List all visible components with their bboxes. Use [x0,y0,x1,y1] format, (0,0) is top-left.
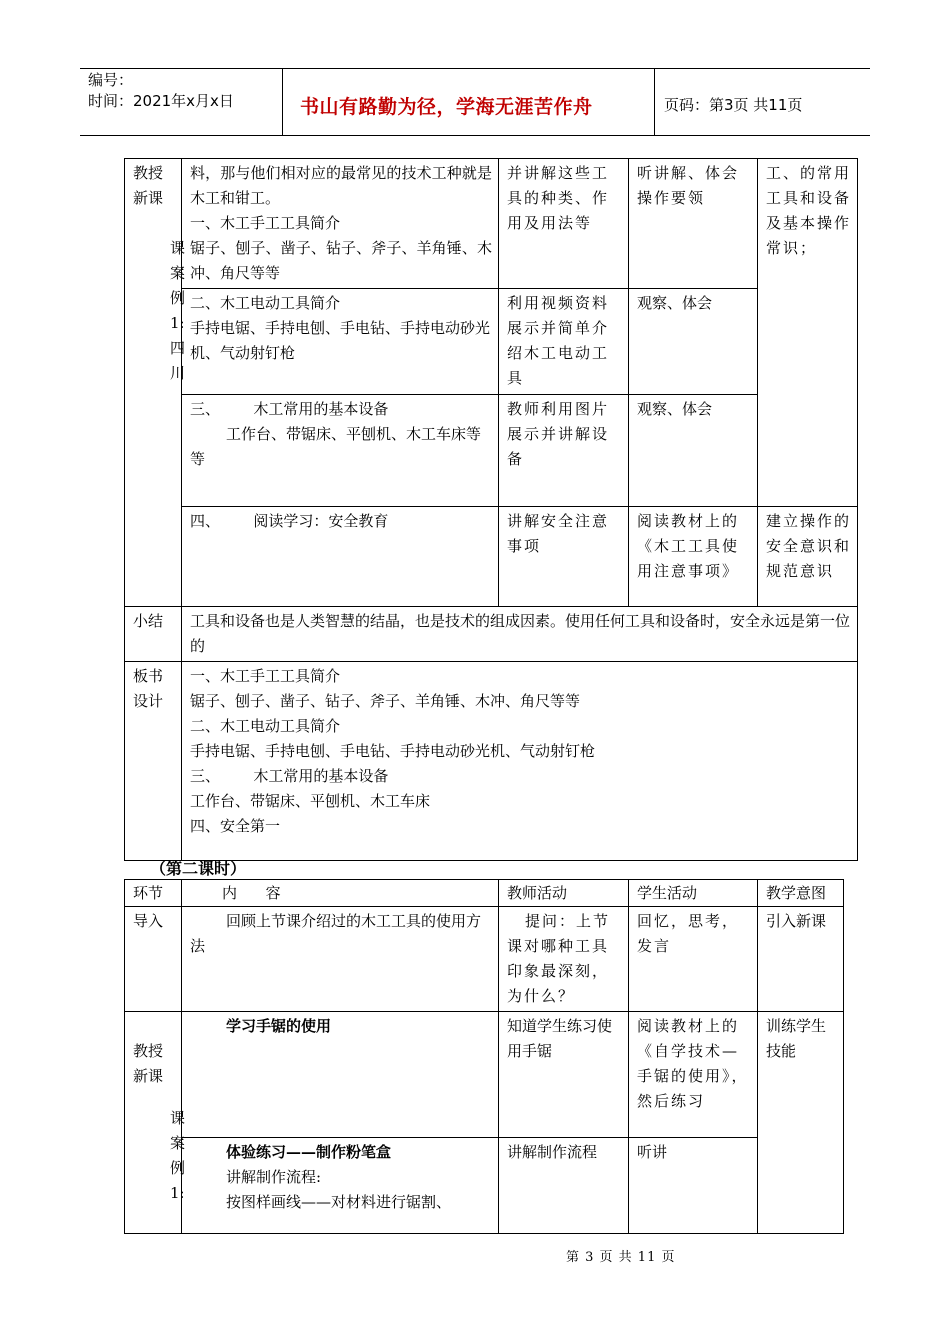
header-divider-right [654,69,655,135]
side-char: 案 [170,264,186,282]
intent-cell: 工、的常用工具和设备及基本操作常识； [758,159,858,507]
teacher-cell: 讲解安全注意事项 [499,507,629,607]
content-line: 手持电锯、手持电刨、手电钻、手持电动砂光机、气动射钉枪 [190,319,491,362]
intent-cell: 建立操作的安全意识和规范意识 [758,507,858,607]
teacher-cell: 知道学生练习使用手锯 [499,1012,629,1138]
board-content [182,662,858,861]
section-text: 教授新课 [133,1042,164,1085]
header-motto: 书山有路勤为径，学海无涯苦作舟 [300,96,593,118]
board-line: 三、 木工常用的基本设备 [190,767,389,785]
student-cell: 观察、体会 [629,395,758,507]
side-char: 川 [170,364,186,382]
board-line: 锯子、刨子、凿子、钻子、斧子、羊角锤、木冲、角尺等等 [190,692,581,710]
student-cell: 听讲 [629,1138,758,1234]
content-cell: 学习手锯的使用 [182,1012,499,1138]
intent-cell: 训练学生技能 [758,1012,844,1234]
side-char: 1: [170,1184,185,1202]
content-title: 体验练习——制作粉笔盒 [226,1143,392,1161]
side-note-2 [170,1106,190,1206]
content-cell: 四、 阅读学习：安全教育 [182,507,499,607]
header-cell: 环节 [125,880,182,907]
header-cell: 内 容 [182,880,499,907]
content-line: 料，那与他们相对应的最常见的技术工种就是木工和钳工。 [190,164,492,207]
student-cell: 回忆，思考，发言 [629,907,758,1012]
content-line: 三、 木工常用的基本设备 [190,400,389,418]
summary-label: 小结 [125,607,182,662]
section-cell: 教授新课 [125,159,182,607]
header-cell: 教学意图 [758,880,844,907]
side-char: 例 [170,1159,186,1177]
serial-label: 编号： [88,71,134,89]
side-char: 1: [170,314,185,332]
content-cell [182,1138,499,1234]
side-note-1 [170,236,190,386]
content-line: 讲解制作流程: [226,1168,322,1186]
header-cell: 学生活动 [629,880,758,907]
section-cell: 导入 [125,907,182,1012]
board-line: 手持电锯、手持电刨、手电钻、手持电动砂光机、气动射钉枪 [190,742,596,760]
header-bottom-rule [80,135,870,136]
header-cell: 教师活动 [499,880,629,907]
second-lesson-title: （第二课时） [150,859,247,878]
content-cell: 回顾上节课介绍过的木工工具的使用方法 [182,907,499,1012]
content-cell [182,159,499,289]
intent-cell: 引入新课 [758,907,844,1012]
teacher-cell: 提问：上节课对哪种工具印象最深刻，为什么？ [499,907,629,1012]
board-line: 四、安全第一 [190,817,281,835]
content-cell [182,289,499,395]
summary-text: 工具和设备也是人类智慧的结晶，也是技术的组成因素。使用任何工具和设备时，安全永远是第一位的 [182,607,858,662]
content-line: 一、木工手工工具简介 [190,214,341,232]
time-label: 时间：2021年x月x日 [88,92,234,110]
side-char: 四 [170,339,186,357]
side-char: 案 [170,1134,186,1152]
lesson-table-1 [124,158,858,861]
teacher-cell: 讲解制作流程 [499,1138,629,1234]
board-line: 一、木工手工工具简介 [190,667,341,685]
student-cell: 阅读教材上的《木工工具使用注意事项》 [629,507,758,607]
board-line: 工作台、带锯床、平刨机、木工车床 [190,792,431,810]
teacher-cell: 并讲解这些工具的种类、作用及用法等 [499,159,629,289]
board-line: 二、木工电动工具简介 [190,717,341,735]
content-line: 按图样画线——对材料进行锯割、 [226,1193,452,1211]
header-divider-left [282,69,283,135]
content-line: 锯子、刨子、凿子、钻子、斧子、羊角锤、木冲、角尺等等 [190,239,492,282]
side-char: 课 [170,239,186,257]
page-footer: 第 3 页 共 11 页 [566,1250,676,1265]
student-cell: 听讲解、体会操作要领 [629,159,758,289]
teacher-cell: 教师利用图片展示并讲解设备 [499,395,629,507]
student-cell: 阅读教材上的《自学技术—手锯的使用》，然后练习 [629,1012,758,1138]
header-page-info: 页码：第3页 共11页 [664,96,803,114]
lesson-table-2 [124,879,844,1234]
board-label: 板书设计 [125,662,182,861]
content-cell [182,395,499,507]
header-top-rule [80,68,870,69]
student-cell: 观察、体会 [629,289,758,395]
side-char: 课 [170,1109,186,1127]
content-line: 二、木工电动工具简介 [190,294,341,312]
teacher-cell: 利用视频资料展示并简单介绍木工电动工具 [499,289,629,395]
content-line: 工作台、带锯床、平刨机、木工车床等等 [190,425,482,468]
header-meta [88,70,234,112]
side-char: 例 [170,289,186,307]
